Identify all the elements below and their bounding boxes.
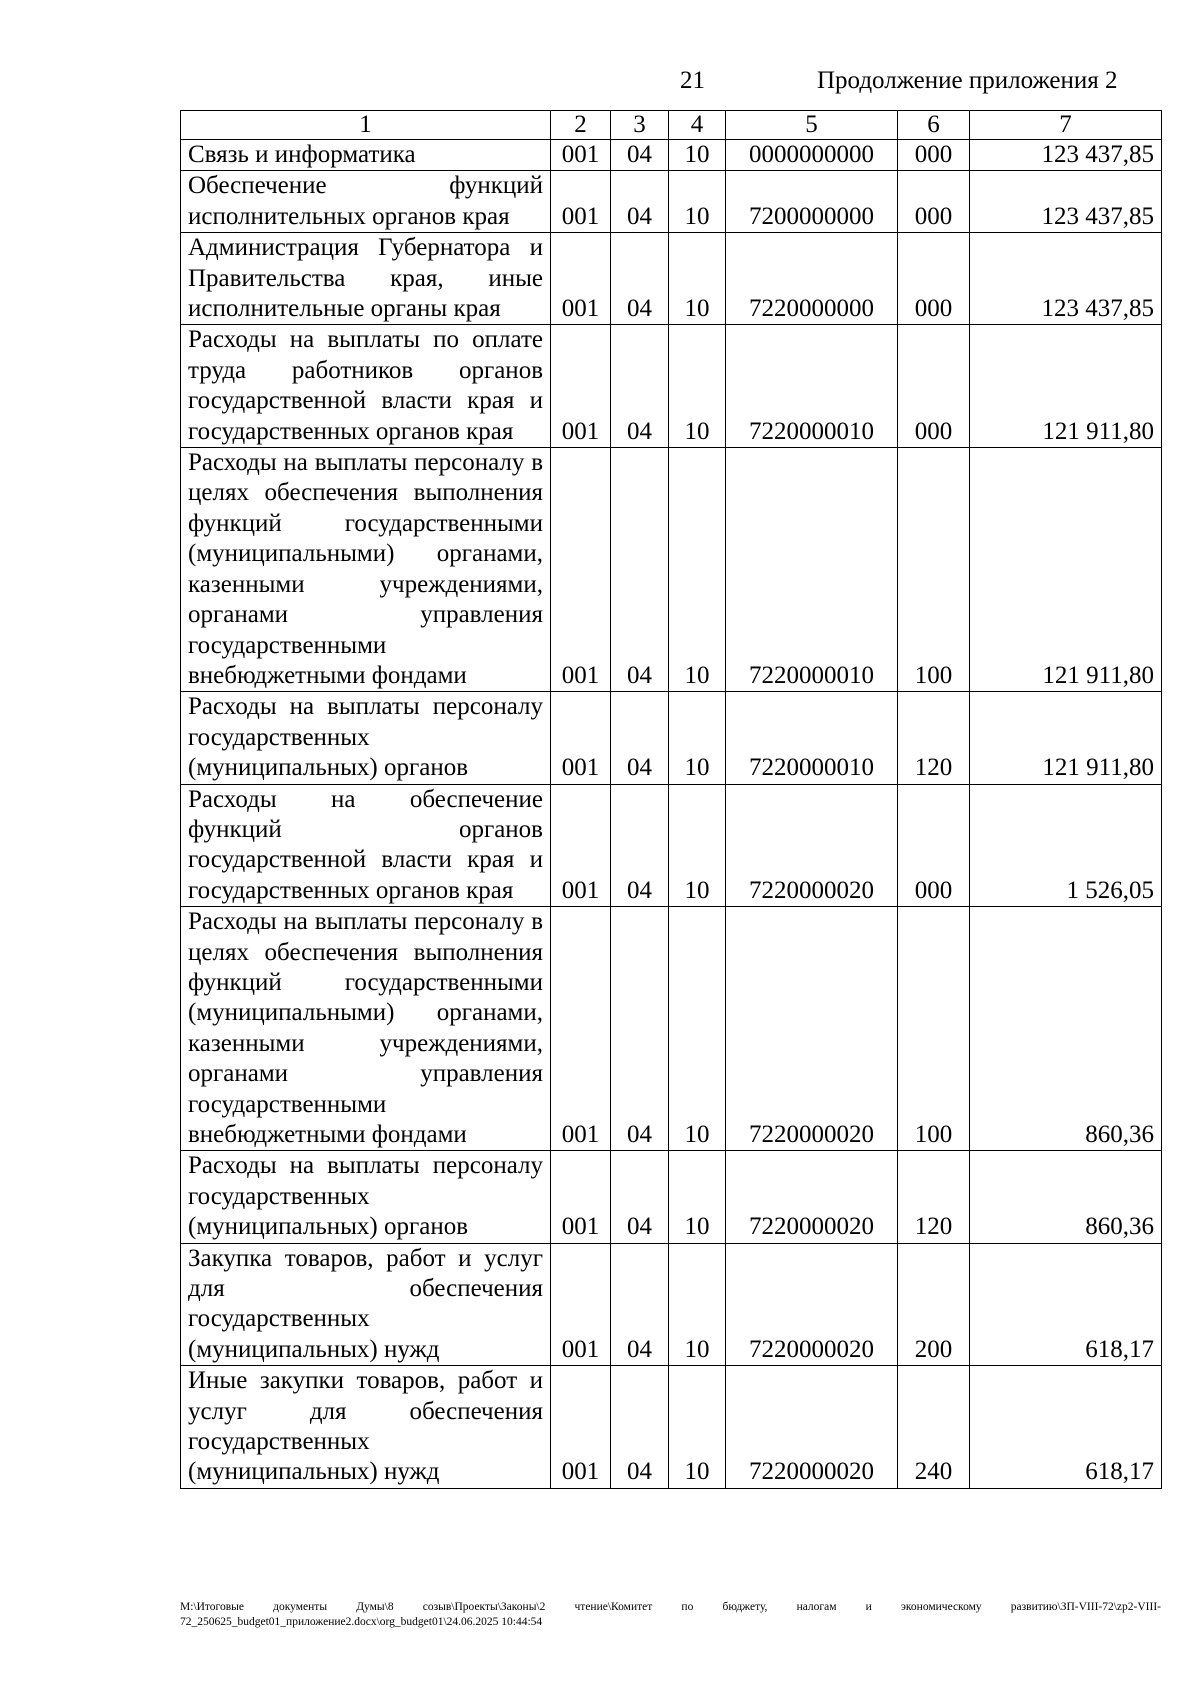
column-header: 2 <box>551 111 611 140</box>
cell-col3: 04 <box>611 140 669 171</box>
cell-col3: 04 <box>611 692 669 784</box>
cell-amount: 121 911,80 <box>970 325 1162 448</box>
cell-col3: 04 <box>611 1366 669 1489</box>
cell-col3: 04 <box>611 233 669 325</box>
cell-amount: 860,36 <box>970 1151 1162 1243</box>
row-name: Расходы на обеспечение функций органов государственной власти края и государственных органов края <box>181 784 551 907</box>
cell-col5: 7220000020 <box>726 1366 898 1489</box>
cell-col5: 0000000000 <box>726 140 898 171</box>
row-name: Связь и информатика <box>181 140 551 171</box>
cell-col3: 04 <box>611 171 669 233</box>
cell-amount: 123 437,85 <box>970 233 1162 325</box>
cell-col3: 04 <box>611 1243 669 1366</box>
cell-col6: 000 <box>898 325 970 448</box>
cell-col5: 7220000020 <box>726 1243 898 1366</box>
column-header: 1 <box>181 111 551 140</box>
cell-col5: 7220000020 <box>726 1151 898 1243</box>
cell-col4: 10 <box>669 448 726 692</box>
row-name: Обеспечение функций исполнительных органов края <box>181 171 551 233</box>
table-row <box>181 1151 1162 1243</box>
cell-col3: 04 <box>611 1151 669 1243</box>
cell-col6: 000 <box>898 233 970 325</box>
row-name: Иные закупки товаров, работ и услуг для обеспечения государственных (муниципальных) нужд <box>181 1366 551 1489</box>
cell-col2: 001 <box>551 325 611 448</box>
row-name: Расходы на выплаты персоналу государственных (муниципальных) органов <box>181 1151 551 1243</box>
cell-col3: 04 <box>611 907 669 1151</box>
cell-col6: 000 <box>898 784 970 907</box>
cell-col2: 001 <box>551 1366 611 1489</box>
row-name: Расходы на выплаты персоналу государственных (муниципальных) органов <box>181 692 551 784</box>
cell-col5: 7220000010 <box>726 448 898 692</box>
column-header: 3 <box>611 111 669 140</box>
cell-amount: 1 526,05 <box>970 784 1162 907</box>
column-header: 5 <box>726 111 898 140</box>
cell-col3: 04 <box>611 784 669 907</box>
cell-col6: 100 <box>898 448 970 692</box>
cell-col2: 001 <box>551 692 611 784</box>
cell-col3: 04 <box>611 325 669 448</box>
row-name: Расходы на выплаты персоналу в целях обеспечения выполнения функций государственными (муниципальными) органами, казенными учреждениями, органами управления государственными внебюджетными фондами <box>181 448 551 692</box>
cell-amount: 121 911,80 <box>970 692 1162 784</box>
column-header: 7 <box>970 111 1162 140</box>
row-name: Администрация Губернатора и Правительства края, иные исполнительные органы края <box>181 233 551 325</box>
cell-amount: 618,17 <box>970 1366 1162 1489</box>
cell-amount: 121 911,80 <box>970 448 1162 692</box>
cell-col2: 001 <box>551 784 611 907</box>
cell-col4: 10 <box>669 140 726 171</box>
cell-col4: 10 <box>669 692 726 784</box>
page-caption: Продолжение приложения 2 <box>817 67 1118 94</box>
cell-col2: 001 <box>551 907 611 1151</box>
row-name: Расходы на выплаты по оплате труда работников органов государственной власти края и государственных органов края <box>181 325 551 448</box>
cell-col2: 001 <box>551 1243 611 1366</box>
table-row <box>181 448 1162 692</box>
header-row <box>181 111 1162 140</box>
cell-col4: 10 <box>669 1366 726 1489</box>
column-header: 6 <box>898 111 970 140</box>
file-path-footer: M:\Итоговые документы Думы\8 созыв\Проекты\Законы\2 чтение\Комитет по бюджету, налогам и экономическому развитию\ЗП-VIII-72\zp2-VIII-72_250625_budget01_приложение2.docx\org_budget01\24.06.2025 10:44:54 <box>180 1601 1161 1628</box>
cell-col2: 001 <box>551 448 611 692</box>
cell-col4: 10 <box>669 907 726 1151</box>
cell-col5: 7200000000 <box>726 171 898 233</box>
cell-col6: 240 <box>898 1366 970 1489</box>
cell-col2: 001 <box>551 1151 611 1243</box>
cell-col5: 7220000020 <box>726 907 898 1151</box>
cell-col6: 200 <box>898 1243 970 1366</box>
cell-col6: 000 <box>898 140 970 171</box>
cell-col4: 10 <box>669 784 726 907</box>
cell-col6: 120 <box>898 1151 970 1243</box>
cell-col5: 7220000000 <box>726 233 898 325</box>
cell-col4: 10 <box>669 171 726 233</box>
cell-col2: 001 <box>551 233 611 325</box>
cell-col4: 10 <box>669 1243 726 1366</box>
cell-col6: 120 <box>898 692 970 784</box>
table-row <box>181 325 1162 448</box>
cell-col5: 7220000010 <box>726 692 898 784</box>
cell-amount: 860,36 <box>970 907 1162 1151</box>
cell-amount: 123 437,85 <box>970 171 1162 233</box>
budget-table <box>180 110 1162 1489</box>
cell-col4: 10 <box>669 325 726 448</box>
table-row <box>181 171 1162 233</box>
cell-col5: 7220000010 <box>726 325 898 448</box>
cell-col2: 001 <box>551 140 611 171</box>
table-row <box>181 784 1162 907</box>
row-name: Закупка товаров, работ и услуг для обеспечения государственных (муниципальных) нужд <box>181 1243 551 1366</box>
table-row <box>181 140 1162 171</box>
cell-col4: 10 <box>669 233 726 325</box>
cell-col2: 001 <box>551 171 611 233</box>
cell-col3: 04 <box>611 448 669 692</box>
table-row <box>181 907 1162 1151</box>
table-row <box>181 233 1162 325</box>
cell-col4: 10 <box>669 1151 726 1243</box>
cell-col6: 000 <box>898 171 970 233</box>
page-number: 21 <box>680 67 705 94</box>
table-row <box>181 692 1162 784</box>
column-header: 4 <box>669 111 726 140</box>
cell-amount: 123 437,85 <box>970 140 1162 171</box>
row-name: Расходы на выплаты персоналу в целях обеспечения выполнения функций государственными (муниципальными) органами, казенными учреждениями, органами управления государственными внебюджетными фондами <box>181 907 551 1151</box>
cell-col6: 100 <box>898 907 970 1151</box>
cell-col5: 7220000020 <box>726 784 898 907</box>
cell-amount: 618,17 <box>970 1243 1162 1366</box>
table-row <box>181 1366 1162 1489</box>
table-row <box>181 1243 1162 1366</box>
